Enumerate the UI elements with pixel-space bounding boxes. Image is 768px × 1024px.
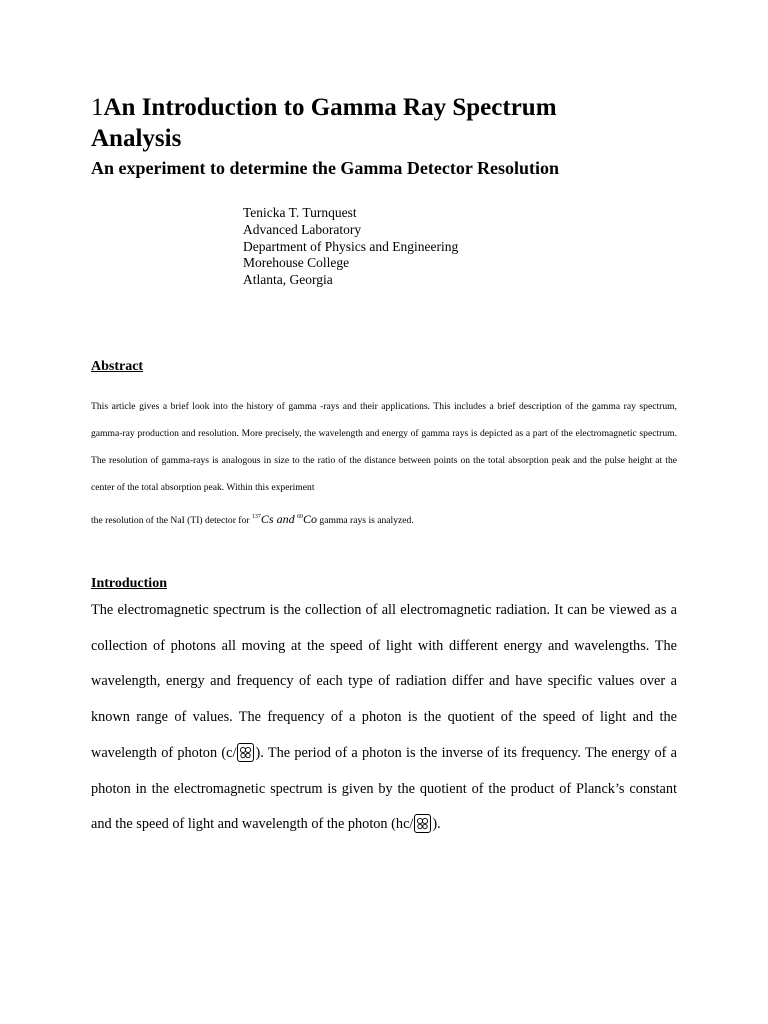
abstract-last-line-end: gamma rays is analyzed. xyxy=(319,515,414,526)
page-subtitle: An experiment to determine the Gamma Detector Resolution xyxy=(91,158,560,178)
abstract-last-line-start: the resolution of the NaI (TI) detector for xyxy=(91,515,250,526)
author-name: Tenicka T. Turnquest xyxy=(243,205,357,220)
introduction-heading: Introduction xyxy=(91,576,167,591)
author-lab: Advanced Laboratory xyxy=(243,221,362,237)
abstract-body xyxy=(91,393,677,501)
co-mass-number: 60 xyxy=(297,514,303,520)
intro-text-part-3: ). xyxy=(432,816,441,833)
intro-text-part-1: The electromagnetic spectrum is the collection of all electromagnetic radiation. It can be viewed as a collection of photons all moving at the speed of light with different energy and wavelengths. The wavelength, energy and frequency of each type of radiation differ and have specific values over a known range of values. The frequency of a photon is the quotient of the speed of light and the wavelength of photon (c/ xyxy=(91,602,677,761)
title-number: 1 xyxy=(91,94,104,121)
introduction-body xyxy=(91,593,677,843)
introduction-paragraph xyxy=(91,593,677,843)
cs-mass-number: 137 xyxy=(251,514,261,520)
intro-text-part-2: ). The period of a photon is the inverse of its frequency. The energy of a photon in the electromagnetic spectrum is given by the quotient of the product of Planck’s constant and the speed of light and wavelength of the photon (hc/ xyxy=(91,744,678,833)
author-college: Morehouse College xyxy=(243,255,350,271)
abstract-paragraph: This article gives a brief look into the history of gamma -rays and their applications. This includes a brief description of the gamma ray spectrum, gamma-ray production and resolution. More precisely, the wavelength and energy of gamma rays is depicted as a part of the electromagnetic spectrum. The resolution of gamma-rays is analogous in size to the ratio of the distance between points on the total absorption peak and the pulse height at the center of the total absorption peak. Within this experiment xyxy=(91,401,677,493)
cs-symbol: Cs and xyxy=(260,512,295,526)
author-department: Department of Physics and Engineering xyxy=(243,238,459,254)
co-symbol: Co xyxy=(303,512,318,526)
placeholder-equation-icon xyxy=(237,743,254,762)
author-location: Atlanta, Georgia xyxy=(243,272,333,288)
abstract-heading: Abstract xyxy=(91,359,144,374)
author-block xyxy=(243,205,458,289)
abstract-last-line xyxy=(91,507,677,531)
placeholder-equation-icon xyxy=(414,814,431,833)
title-text: An Introduction to Gamma Ray Spectrum Analysis xyxy=(91,94,557,152)
page-title xyxy=(91,92,651,154)
